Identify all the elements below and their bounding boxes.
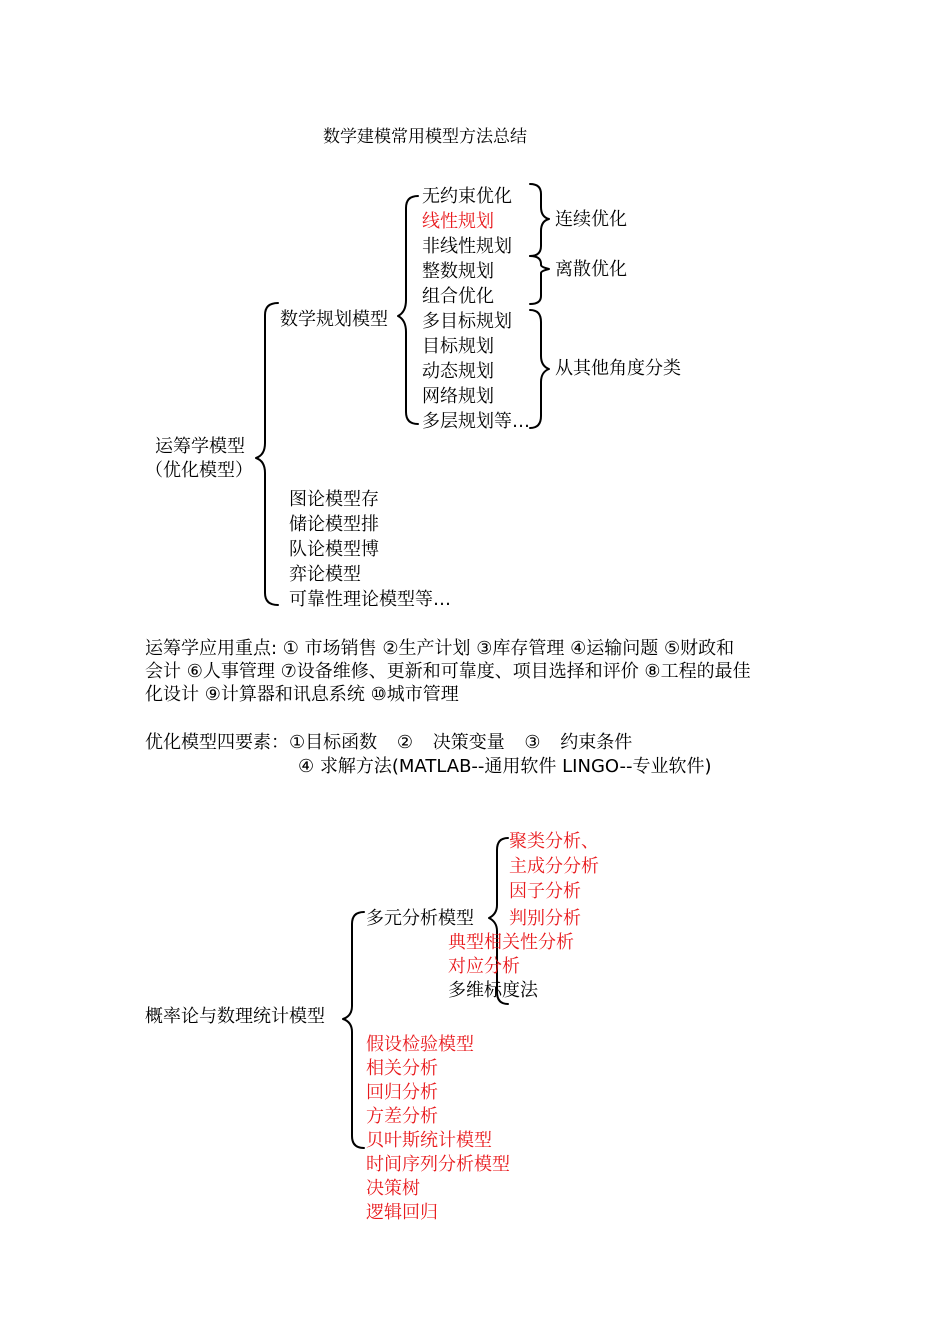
- mp-item: 多层规划等…: [422, 411, 530, 432]
- or-other-item: 队论模型博: [289, 539, 379, 560]
- applications-line: 会计 ⑥人事管理 ⑦设备维修、更新和可靠度、项目选择和评价 ⑧工程的最佳: [145, 661, 751, 682]
- or-root-line2: （优化模型）: [145, 460, 253, 481]
- mp-item: 动态规划: [422, 361, 494, 382]
- elements-line1: 优化模型四要素：①目标函数 ② 决策变量 ③ 约束条件: [145, 732, 633, 753]
- multi-item: 多维标度法: [448, 980, 538, 1001]
- brace-math-prog: [398, 196, 418, 424]
- or-root-line1: 运筹学模型: [155, 436, 245, 457]
- or-other-item: 储论模型排: [289, 514, 379, 535]
- math-prog-label: 数学规划模型: [280, 309, 388, 330]
- stats-other-item: 时间序列分析模型: [366, 1154, 510, 1175]
- multi-item: 主成分分析: [509, 856, 599, 877]
- applications-line: 运筹学应用重点: ① 市场销售 ②生产计划 ③库存管理 ④运输问题 ⑤财政和: [145, 638, 735, 659]
- stats-other-item: 方差分析: [366, 1106, 438, 1127]
- page-title: 数学建模常用模型方法总结: [323, 127, 527, 147]
- stats-other-item: 逻辑回归: [366, 1202, 438, 1223]
- mp-item: 无约束优化: [422, 186, 512, 207]
- stats-other-item: 相关分析: [366, 1058, 438, 1079]
- brace-stats-root: [343, 912, 364, 1148]
- or-other-item: 图论模型存: [289, 489, 379, 510]
- mp-item: 组合优化: [422, 286, 494, 307]
- applications-line: 化设计 ⑨计算器和讯息系统 ⑩城市管理: [145, 684, 459, 705]
- elements-line2: ④ 求解方法(MATLAB--通用软件 LINGO--专业软件): [298, 756, 712, 777]
- multi-analysis-label: 多元分析模型: [366, 908, 474, 929]
- brace-discrete: [530, 256, 549, 304]
- stats-other-item: 贝叶斯统计模型: [366, 1130, 492, 1151]
- multi-item: 聚类分析、: [509, 831, 599, 852]
- multi-item: 因子分析: [509, 881, 581, 902]
- mp-item: 目标规划: [422, 336, 494, 357]
- or-other-item: 可靠性理论模型等…: [289, 589, 451, 610]
- stats-root: 概率论与数理统计模型: [145, 1006, 325, 1027]
- mp-item: 整数规划: [422, 261, 494, 282]
- stats-other-item: 回归分析: [366, 1082, 438, 1103]
- stats-other-item: 假设检验模型: [366, 1034, 474, 1055]
- mp-item: 网络规划: [422, 386, 494, 407]
- multi-item: 判别分析: [509, 908, 581, 929]
- brace-other-angle: [530, 310, 549, 428]
- multi-item: 对应分析: [448, 956, 520, 977]
- brace-or-root: [256, 303, 278, 605]
- stats-other-list: [366, 1033, 510, 1225]
- group-other-angle: 从其他角度分类: [555, 358, 681, 379]
- or-other-item: 弈论模型: [289, 564, 361, 585]
- or-other-list: [289, 487, 451, 612]
- multi-item: 典型相关性分析: [448, 932, 574, 953]
- group-discrete: 离散优化: [555, 259, 627, 280]
- mp-item: 多目标规划: [422, 311, 512, 332]
- stats-other-item: 决策树: [366, 1178, 420, 1199]
- group-continuous: 连续优化: [555, 209, 627, 230]
- brace-continuous: [530, 184, 549, 256]
- mp-item: 非线性规划: [422, 236, 512, 257]
- mp-item: 线性规划: [422, 211, 494, 232]
- math-prog-list: [422, 184, 530, 434]
